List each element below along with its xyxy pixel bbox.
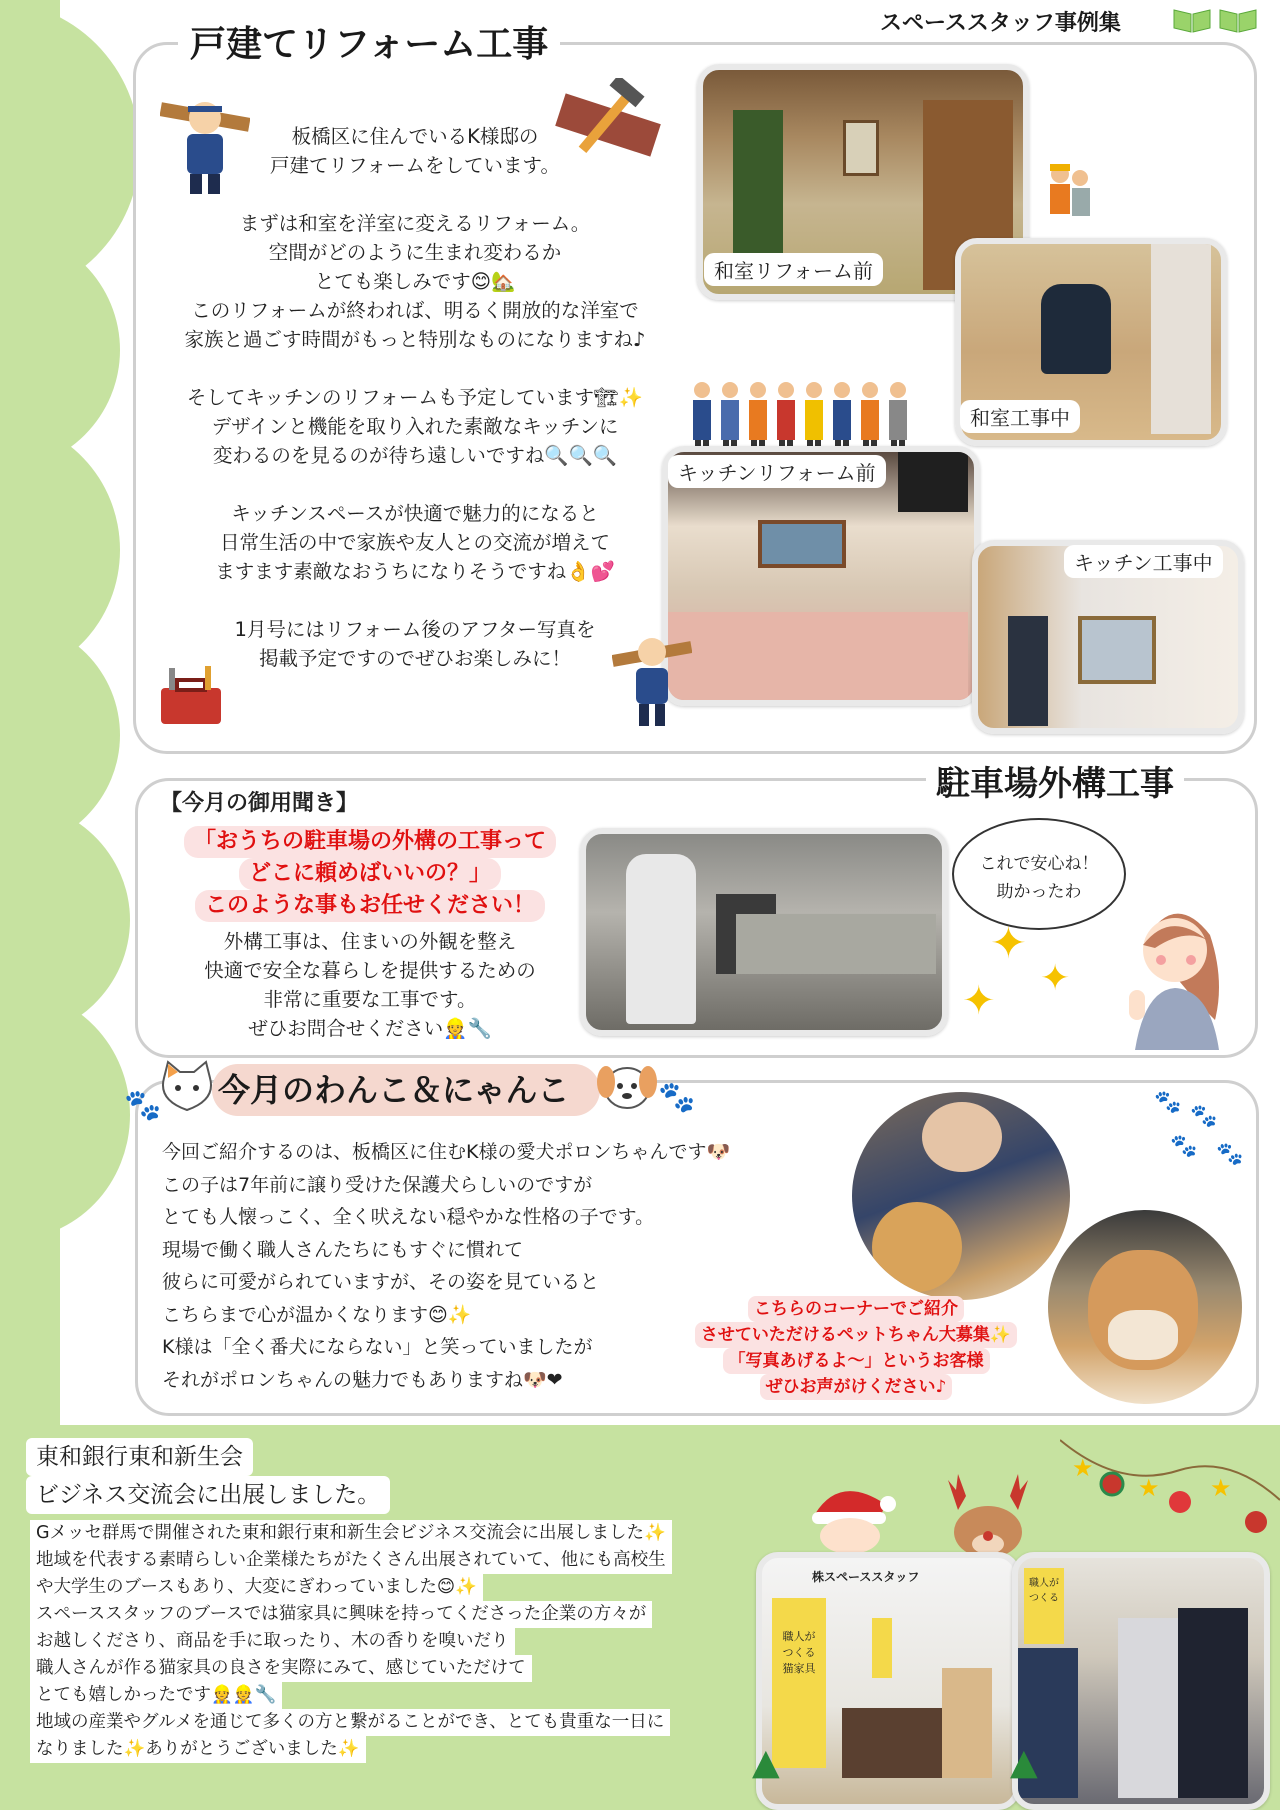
parking-line: ぜひお問合せください👷🔧	[248, 1017, 492, 1040]
dog-icon	[596, 1060, 658, 1112]
highlight-line: このような事もお任せください！	[195, 890, 545, 922]
photo-label: キッチンリフォーム前	[668, 455, 886, 488]
pet-line: K様は「全く番犬にならない」と笑っていましたが	[162, 1336, 593, 1358]
pet-line: この子は7年前に譲り受けた保護犬らしいのですが	[162, 1173, 593, 1196]
svg-text:★: ★	[1210, 1474, 1232, 1502]
photo-booth-1	[756, 1552, 1020, 1810]
santa-icon	[800, 1474, 900, 1554]
reform-line: キッチンスペースが快適で魅力的になると	[231, 502, 599, 525]
paw-icon: 🐾	[658, 1080, 696, 1115]
booth-banner-line: つくる	[782, 1646, 816, 1659]
parking-line: 非常に重要な工事です。	[263, 988, 477, 1011]
recruit-line: こちらのコーナーでご紹介	[748, 1296, 964, 1322]
parking-subheading: 【今月の御用聞き】	[160, 791, 359, 816]
booth-banner-line: 猫家具	[782, 1662, 816, 1675]
business-title-line: 東和銀行東和新生会	[26, 1438, 253, 1476]
business-line: 地域の産業やグルメを通じて多くの方と繋がることができ、とても貴重な一日に	[30, 1709, 670, 1736]
reform-line: 掲載予定ですのでぜひお楽しみに！	[258, 647, 571, 670]
reform-line: 変わるのを見るのが待ち遠しいですね🔍🔍🔍	[212, 444, 618, 467]
parking-title: 駐車場外構工事	[926, 756, 1184, 812]
business-line: 職人さんが作る猫家具の良さを実際にみて、感じていただけて	[30, 1655, 532, 1682]
reform-line: このリフォームが終われば、明るく開放的な洋室で	[191, 299, 639, 322]
business-line: とても嬉しかったです👷👷🔧	[30, 1682, 282, 1709]
business-line: お越しくださり、商品を手に取ったり、木の香りを嗅いだり	[30, 1628, 515, 1655]
pet-line: それがポロンちゃんの魅力でもありますね🐶❤	[162, 1368, 563, 1391]
parking-body	[160, 927, 580, 1043]
christmas-tree-icon: ▲	[1010, 1742, 1038, 1783]
reform-line: 空間がどのように生まれ変わるか	[268, 241, 562, 264]
recruit-line: 「写真あげるよ～」というお客様	[723, 1348, 990, 1374]
booth-sign: 株スペーススタッフ	[812, 1570, 920, 1584]
book-icon	[1218, 6, 1258, 34]
parking-highlight	[160, 826, 580, 922]
carpenter-icon	[612, 628, 692, 732]
reform-line: ますます素敵なおうちになりそうですね👌💕	[215, 560, 615, 583]
sparkle-icon: ✦	[962, 978, 996, 1024]
business-line: スペーススタッフのブースでは猫家具に興味を持ってくださった企業の方々が	[30, 1601, 652, 1628]
reform-line: 板橋区に住んでいるK様邸の	[291, 125, 539, 148]
business-title-line: ビジネス交流会に出展しました。	[26, 1476, 390, 1514]
pet-line: 現場で働く職人さんたちにもすぐに慣れて	[162, 1238, 524, 1261]
woman-icon	[1115, 890, 1235, 1050]
photo-label: 和室リフォーム前	[704, 253, 883, 286]
reform-line: デザインと機能を取り入れた素敵なキッチンに	[211, 415, 619, 438]
series-label	[880, 6, 1121, 37]
photo-dog-with-worker	[852, 1092, 1070, 1300]
reform-line: そしてキッチンのリフォームも予定しています🏗✨	[186, 386, 644, 409]
photo-booth-2	[1012, 1552, 1270, 1810]
pet-line: こちらまで心が温かくなります😊✨	[162, 1303, 472, 1326]
svg-text:★: ★	[1072, 1454, 1094, 1482]
reform-line: まずは和室を洋室に変えるリフォーム。	[239, 212, 591, 235]
business-line: や大学生のブースもあり、大変にぎわっていました😊✨	[30, 1574, 483, 1601]
photo-dog-portrait	[1048, 1210, 1242, 1404]
highlight-line: どこに頼めばいいの？」	[239, 858, 501, 890]
booth-banner-line: つくる	[1029, 1593, 1059, 1604]
business-line: 地域を代表する素晴らしい企業様たちがたくさん出展されていて、他にも高校生	[30, 1547, 672, 1574]
parking-line: 外構工事は、住まいの外観を整え	[223, 930, 517, 953]
reform-line: 家族と過ごす時間がもっと特別なものになりますね♪	[184, 328, 646, 351]
reindeer-icon	[938, 1470, 1038, 1560]
reform-line: とても楽しみです😊🏡	[314, 270, 516, 293]
photo-label: キッチン工事中	[1064, 545, 1223, 578]
reform-text	[165, 122, 665, 673]
highlight-line: 「おうちの駐車場の外構の工事って	[184, 826, 556, 858]
cat-icon	[158, 1060, 216, 1112]
parking-line: 快適で安全な暮らしを提供するための	[204, 959, 536, 982]
reform-title: 戸建てリフォーム工事	[178, 18, 560, 72]
pet-recruit	[676, 1296, 1036, 1400]
business-text	[30, 1520, 750, 1763]
svg-text:★: ★	[1138, 1474, 1160, 1502]
recruit-line: ぜひお声がけください♪	[760, 1374, 953, 1400]
speech-bubble	[952, 818, 1126, 930]
business-line: なりました✨ありがとうございました✨	[30, 1736, 366, 1763]
booth-banner-line: 職人が	[1029, 1578, 1059, 1589]
photo-parking-construction	[580, 828, 948, 1036]
pet-line: 今回ご紹介するのは、板橋区に住むK様の愛犬ポロンちゃんです🐶	[162, 1141, 731, 1163]
recruit-line: させていただけるペットちゃん大募集✨	[695, 1322, 1017, 1348]
worker-icon	[1040, 160, 1096, 240]
reform-line: 日常生活の中で家族や友人との交流が増えて	[219, 531, 610, 554]
pets-title: 今月のわんこ＆にゃんこ	[218, 1071, 570, 1109]
booth-banner-line: 職人が	[782, 1630, 816, 1643]
reform-line: 戸建てリフォームをしています。	[270, 154, 560, 177]
speech-line: これで安心ね！	[979, 854, 1099, 874]
toolbox-icon	[155, 662, 227, 728]
business-line: Gメッセ群馬で開催された東和銀行東和新生会ビジネス交流会に出展しました✨	[30, 1520, 672, 1547]
speech-line: 助かったわ	[996, 882, 1082, 902]
paw-print-decoration: 🐾 🐾 🐾 🐾	[1154, 1090, 1244, 1167]
christmas-tree-icon: ▲	[752, 1742, 780, 1783]
sparkle-icon: ✦	[990, 918, 1027, 969]
sparkle-icon: ✦	[1040, 958, 1071, 999]
pet-line: 彼らに可愛がられていますが、その姿を見ていると	[162, 1271, 600, 1293]
book-icon	[1172, 6, 1212, 34]
ornament-garland-icon	[1060, 1430, 1280, 1540]
series-label-text: スペーススタッフ事例集	[880, 11, 1121, 36]
pet-line: とても人懐っこく、全く吠えない穏やかな性格の子です。	[162, 1206, 655, 1228]
reform-line: 1月号にはリフォーム後のアフター写真を	[234, 618, 596, 641]
photo-label: 和室工事中	[960, 400, 1080, 433]
business-title	[26, 1438, 390, 1514]
paw-icon: 🐾	[124, 1088, 162, 1123]
